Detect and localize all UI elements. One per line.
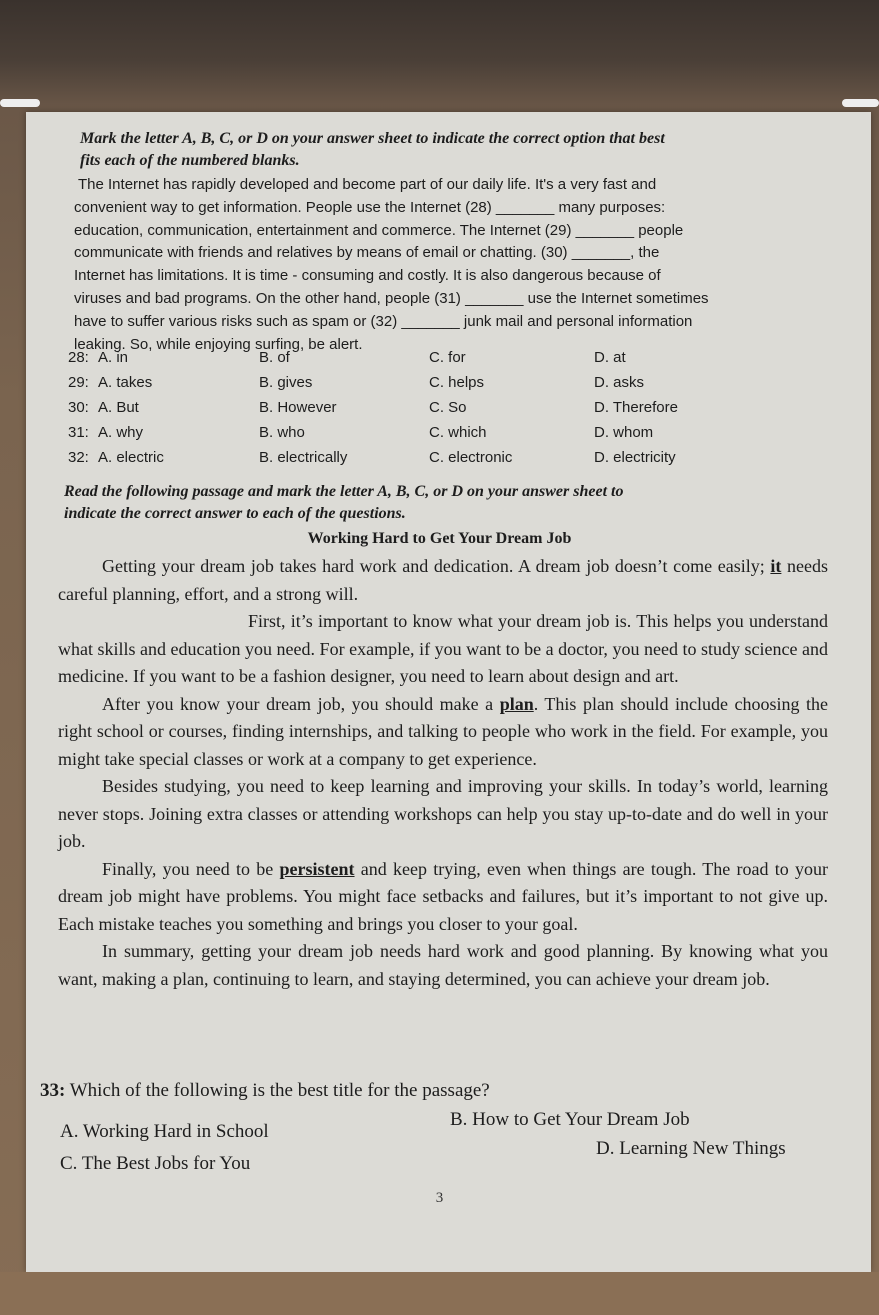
option-b[interactable]: B. However	[259, 399, 337, 416]
question-number: 32:	[68, 449, 89, 466]
options-28	[68, 349, 788, 373]
cloze-line: communicate with friends and relatives by means of email or chatting. (30) _______, the	[74, 244, 660, 262]
option-b[interactable]: B. How to Get Your Dream Job	[450, 1109, 690, 1130]
cloze-line: The Internet has rapidly developed and become part of our daily life. It's a very fast and	[78, 176, 657, 193]
option-c[interactable]: C. So	[429, 399, 467, 416]
option-d[interactable]: D. Learning New Things	[596, 1138, 786, 1159]
p1-text: Getting your dream job takes hard work and dedication. A dream job doesn’t come easily;	[102, 556, 765, 576]
paper-edge-left	[0, 99, 40, 107]
question-number: 28:	[68, 349, 89, 366]
option-d[interactable]: D. Therefore	[594, 399, 678, 416]
page-number: 3	[435, 1190, 444, 1206]
option-a[interactable]: A. Working Hard in School	[60, 1121, 269, 1142]
paragraph-1	[58, 553, 828, 608]
option-b[interactable]: B. electrically	[259, 449, 348, 466]
cloze-passage	[74, 174, 794, 356]
option-a[interactable]: A. why	[98, 424, 144, 441]
paragraph-2: First, it’s important to know what your dream job is. This helps you understand what skills and education you need. For example, if you want to be a doctor, you need to study science and medicine. If you want to be a fashion designer, you need to learn about design and art.	[58, 611, 828, 686]
question-33	[40, 1080, 840, 1102]
option-c[interactable]: C. The Best Jobs for You	[60, 1153, 251, 1174]
options-30	[68, 399, 788, 423]
cloze-line: leaking. So, while enjoying surfing, be alert.	[74, 335, 363, 353]
cloze-line: viruses and bad programs. On the other hand, people (31) _______ use the Internet sometimes	[74, 289, 709, 307]
paragraph-5	[58, 856, 828, 939]
cloze-line: have to suffer various risks such as spam or (32) _______ junk mail and personal information	[74, 312, 693, 330]
cloze-line: education, communication, entertainment and commerce. The Internet (29) _______ people	[74, 221, 684, 239]
question-number: 31:	[68, 424, 89, 441]
option-d[interactable]: D. asks	[594, 374, 645, 391]
instruction-cloze-line1: Mark the letter A, B, C, or D on your answer sheet to indicate the correct option that best	[80, 130, 665, 147]
option-a[interactable]: A. electric	[98, 449, 164, 466]
option-d[interactable]: D. electricity	[594, 449, 676, 466]
options-31	[68, 424, 788, 448]
instruction-cloze-line2: fits each of the numbered blanks.	[80, 152, 300, 169]
option-c[interactable]: C. which	[429, 424, 487, 441]
option-a[interactable]: A. in	[98, 349, 129, 366]
option-b[interactable]: B. who	[259, 424, 305, 441]
option-c[interactable]: C. helps	[429, 374, 485, 391]
options-29	[68, 374, 788, 398]
question-text: Which of the following is the best title for the passage?	[69, 1080, 490, 1101]
p5-text-cont: and keep trying, even when things are tough. The road to your dream job might have problems. You might face setbacks and failures, but it’s important to not give up. Each mistake teaches you something and brings you closer to your goal.	[58, 858, 828, 934]
option-d[interactable]: D. at	[594, 349, 626, 366]
option-b[interactable]: B. of	[259, 349, 290, 366]
underlined-persistent: persistent	[279, 858, 355, 879]
p1-text-cont: needs careful planning, effort, and a strong will.	[58, 556, 829, 604]
cloze-line: convenient way to get information. People use the Internet (28) _______ many purposes:	[74, 198, 666, 216]
passage-title: Working Hard to Get Your Dream Job	[307, 530, 572, 547]
option-d[interactable]: D. whom	[594, 424, 654, 441]
instruction-cloze	[80, 128, 780, 172]
question-number: 33:	[40, 1080, 66, 1101]
question-number: 30:	[68, 399, 89, 416]
instruction-reading-line2: indicate the correct answer to each of the questions.	[64, 505, 406, 522]
instruction-reading-line1: Read the following passage and mark the letter A, B, C, or D on your answer sheet to	[64, 483, 624, 500]
underlined-it: it	[770, 556, 782, 576]
p3-text-cont: . This plan should include choosing the right school or courses, finding internships, and talking to people who work in the field. For example, you might take special classes or work at a company to get experience.	[58, 693, 829, 769]
p5-text: Finally, you need to be	[102, 858, 280, 879]
p3-text: After you know your dream job, you should make a	[102, 693, 500, 714]
reading-passage	[58, 553, 828, 993]
table-surface	[0, 1272, 879, 1315]
options-32	[68, 449, 788, 473]
underlined-plan: plan	[499, 693, 534, 714]
option-a[interactable]: A. takes	[98, 374, 153, 391]
question-number: 29:	[68, 374, 89, 391]
cloze-line: Internet has limitations. It is time - consuming and costly. It is also dangerous because of	[74, 267, 661, 285]
paragraph-6: In summary, getting your dream job needs hard work and good planning. By knowing what you want, making a plan, continuing to learn, and staying determined, you can achieve your dream job.	[58, 941, 828, 989]
option-a[interactable]: A. But	[98, 399, 139, 416]
option-b[interactable]: B. gives	[259, 374, 313, 391]
paragraph-4: Besides studying, you need to keep learning and improving your skills. In today’s world, learning never stops. Joining extra classes or attending workshops can help you stay up-to-date and do well in your job.	[58, 776, 828, 851]
option-c[interactable]: C. for	[429, 349, 466, 366]
paper-edge-right	[842, 99, 879, 107]
instruction-reading	[64, 481, 784, 525]
paragraph-3	[58, 691, 828, 774]
option-c[interactable]: C. electronic	[429, 449, 513, 466]
